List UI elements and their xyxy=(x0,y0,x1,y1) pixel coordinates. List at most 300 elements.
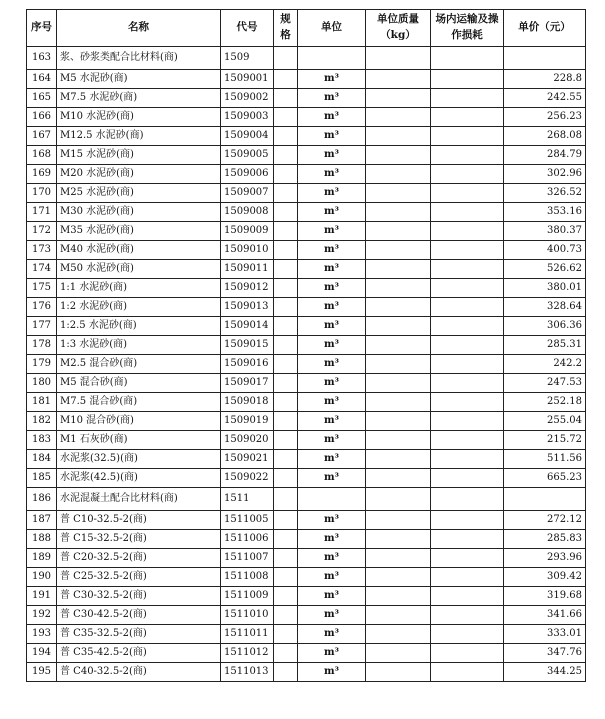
cell-mass xyxy=(366,374,431,393)
cell-price: 302.96 xyxy=(504,165,586,184)
cell-price: 353.16 xyxy=(504,203,586,222)
header-mass: 单位质量（kg） xyxy=(366,10,431,47)
cell-loss xyxy=(431,644,504,663)
cell-price: 326.52 xyxy=(504,184,586,203)
cell-mass xyxy=(366,260,431,279)
cell-index: 188 xyxy=(27,530,57,549)
cell-index: 181 xyxy=(27,393,57,412)
table-group-row xyxy=(27,47,586,70)
cell-unit xyxy=(298,488,366,511)
cell-index: 169 xyxy=(27,165,57,184)
table-body xyxy=(27,47,586,682)
cell-loss xyxy=(431,127,504,146)
cell-loss xyxy=(431,203,504,222)
cell-loss xyxy=(431,165,504,184)
cell-index: 175 xyxy=(27,279,57,298)
table-header xyxy=(27,10,586,47)
cell-name: M5 水泥砂(商) xyxy=(57,70,221,89)
cell-code: 1509 xyxy=(221,47,274,70)
table-row xyxy=(27,530,586,549)
cell-code: 1511005 xyxy=(221,511,274,530)
cell-code: 1509014 xyxy=(221,317,274,336)
cell-name: M12.5 水泥砂(商) xyxy=(57,127,221,146)
cell-code: 1509020 xyxy=(221,431,274,450)
cell-code: 1511 xyxy=(221,488,274,511)
table-row xyxy=(27,625,586,644)
cell-name: M50 水泥砂(商) xyxy=(57,260,221,279)
cell-mass xyxy=(366,568,431,587)
table-row xyxy=(27,127,586,146)
cell-mass xyxy=(366,412,431,431)
cell-index: 184 xyxy=(27,450,57,469)
header-name: 名称 xyxy=(57,10,221,47)
cell-name: 普 C35-42.5-2(商) xyxy=(57,644,221,663)
cell-index: 164 xyxy=(27,70,57,89)
table-row xyxy=(27,108,586,127)
cell-loss xyxy=(431,530,504,549)
cell-spec xyxy=(274,412,298,431)
cell-index: 177 xyxy=(27,317,57,336)
cell-spec xyxy=(274,431,298,450)
cell-loss xyxy=(431,184,504,203)
cell-code: 1511013 xyxy=(221,663,274,682)
cell-code: 1511008 xyxy=(221,568,274,587)
cell-index: 178 xyxy=(27,336,57,355)
cell-mass xyxy=(366,488,431,511)
cell-name: 普 C10-32.5-2(商) xyxy=(57,511,221,530)
cell-name: 水泥浆(42.5)(商) xyxy=(57,469,221,488)
cell-name: 普 C20-32.5-2(商) xyxy=(57,549,221,568)
cell-spec xyxy=(274,549,298,568)
cell-code: 1509002 xyxy=(221,89,274,108)
cell-index: 173 xyxy=(27,241,57,260)
cell-mass xyxy=(366,530,431,549)
cell-price: 242.2 xyxy=(504,355,586,374)
cell-unit: m³ xyxy=(298,184,366,203)
table-row xyxy=(27,336,586,355)
cell-price: 347.76 xyxy=(504,644,586,663)
table-row xyxy=(27,450,586,469)
cell-price: 380.01 xyxy=(504,279,586,298)
header-unit: 单位 xyxy=(298,10,366,47)
table-row xyxy=(27,222,586,241)
cell-index: 174 xyxy=(27,260,57,279)
cell-index: 192 xyxy=(27,606,57,625)
cell-spec xyxy=(274,374,298,393)
cell-mass xyxy=(366,606,431,625)
cell-index: 167 xyxy=(27,127,57,146)
header-index: 序号 xyxy=(27,10,57,47)
cell-price: 319.68 xyxy=(504,587,586,606)
cell-code: 1509006 xyxy=(221,165,274,184)
cell-price: 256.23 xyxy=(504,108,586,127)
table-row xyxy=(27,606,586,625)
cell-spec xyxy=(274,469,298,488)
cell-unit xyxy=(298,47,366,70)
cell-unit: m³ xyxy=(298,203,366,222)
cell-loss xyxy=(431,412,504,431)
table-row xyxy=(27,431,586,450)
cell-price xyxy=(504,47,586,70)
table-row xyxy=(27,317,586,336)
table-row xyxy=(27,298,586,317)
cell-loss xyxy=(431,336,504,355)
cell-unit: m³ xyxy=(298,450,366,469)
cell-mass xyxy=(366,184,431,203)
cell-loss xyxy=(431,47,504,70)
cell-spec xyxy=(274,587,298,606)
cell-spec xyxy=(274,298,298,317)
cell-mass xyxy=(366,549,431,568)
cell-spec xyxy=(274,606,298,625)
cell-price: 341.66 xyxy=(504,606,586,625)
table-row xyxy=(27,587,586,606)
cell-code: 1511007 xyxy=(221,549,274,568)
cell-index: 189 xyxy=(27,549,57,568)
cell-mass xyxy=(366,222,431,241)
cell-code: 1509013 xyxy=(221,298,274,317)
cell-code: 1511012 xyxy=(221,644,274,663)
cell-unit: m³ xyxy=(298,146,366,165)
cell-name: 1:3 水泥砂(商) xyxy=(57,336,221,355)
cell-unit: m³ xyxy=(298,644,366,663)
cell-name: M2.5 混合砂(商) xyxy=(57,355,221,374)
cell-index: 171 xyxy=(27,203,57,222)
cell-mass xyxy=(366,450,431,469)
cell-loss xyxy=(431,279,504,298)
cell-loss xyxy=(431,393,504,412)
cell-mass xyxy=(366,108,431,127)
cell-loss xyxy=(431,606,504,625)
cell-loss xyxy=(431,469,504,488)
cell-name: 1:2 水泥砂(商) xyxy=(57,298,221,317)
cell-loss xyxy=(431,511,504,530)
cell-index: 182 xyxy=(27,412,57,431)
cell-index: 179 xyxy=(27,355,57,374)
cell-mass xyxy=(366,279,431,298)
cell-price: 344.25 xyxy=(504,663,586,682)
cell-index: 168 xyxy=(27,146,57,165)
cell-code: 1509003 xyxy=(221,108,274,127)
cell-name: M7.5 水泥砂(商) xyxy=(57,89,221,108)
cell-index: 195 xyxy=(27,663,57,682)
cell-price: 285.31 xyxy=(504,336,586,355)
cell-name: 浆、砂浆类配合比材料(商) xyxy=(57,47,221,70)
cell-index: 193 xyxy=(27,625,57,644)
cell-code: 1509017 xyxy=(221,374,274,393)
cell-name: M20 水泥砂(商) xyxy=(57,165,221,184)
cell-unit: m³ xyxy=(298,469,366,488)
cell-spec xyxy=(274,165,298,184)
cell-price: 526.62 xyxy=(504,260,586,279)
cell-name: 水泥浆(32.5)(商) xyxy=(57,450,221,469)
cell-spec xyxy=(274,203,298,222)
cell-index: 180 xyxy=(27,374,57,393)
table-row xyxy=(27,146,586,165)
cell-price: 400.73 xyxy=(504,241,586,260)
cell-price: 511.56 xyxy=(504,450,586,469)
cell-unit: m³ xyxy=(298,355,366,374)
cell-name: 普 C40-32.5-2(商) xyxy=(57,663,221,682)
cell-mass xyxy=(366,298,431,317)
cell-code: 1509008 xyxy=(221,203,274,222)
cell-index: 183 xyxy=(27,431,57,450)
cell-unit: m³ xyxy=(298,336,366,355)
cell-index: 163 xyxy=(27,47,57,70)
cell-spec xyxy=(274,47,298,70)
material-price-table xyxy=(26,9,586,682)
cell-name: 普 C15-32.5-2(商) xyxy=(57,530,221,549)
cell-mass xyxy=(366,241,431,260)
cell-loss xyxy=(431,222,504,241)
cell-code: 1509009 xyxy=(221,222,274,241)
table-row xyxy=(27,374,586,393)
cell-code: 1509018 xyxy=(221,393,274,412)
cell-name: M5 混合砂(商) xyxy=(57,374,221,393)
cell-price: 293.96 xyxy=(504,549,586,568)
cell-index: 166 xyxy=(27,108,57,127)
cell-code: 1509015 xyxy=(221,336,274,355)
table-row xyxy=(27,469,586,488)
cell-name: M10 混合砂(商) xyxy=(57,412,221,431)
cell-loss xyxy=(431,317,504,336)
cell-code: 1509011 xyxy=(221,260,274,279)
cell-name: 普 C35-32.5-2(商) xyxy=(57,625,221,644)
cell-unit: m³ xyxy=(298,606,366,625)
cell-mass xyxy=(366,469,431,488)
cell-loss xyxy=(431,450,504,469)
cell-name: M40 水泥砂(商) xyxy=(57,241,221,260)
header-code: 代号 xyxy=(221,10,274,47)
cell-price: 272.12 xyxy=(504,511,586,530)
cell-price: 242.55 xyxy=(504,89,586,108)
cell-mass xyxy=(366,317,431,336)
cell-name: M35 水泥砂(商) xyxy=(57,222,221,241)
cell-price xyxy=(504,488,586,511)
cell-price: 285.83 xyxy=(504,530,586,549)
cell-spec xyxy=(274,108,298,127)
cell-code: 1509016 xyxy=(221,355,274,374)
cell-unit: m³ xyxy=(298,222,366,241)
cell-spec xyxy=(274,355,298,374)
cell-spec xyxy=(274,644,298,663)
cell-loss xyxy=(431,625,504,644)
cell-unit: m³ xyxy=(298,549,366,568)
cell-mass xyxy=(366,165,431,184)
table-row xyxy=(27,412,586,431)
table-row xyxy=(27,568,586,587)
cell-code: 1509021 xyxy=(221,450,274,469)
cell-unit: m³ xyxy=(298,89,366,108)
header-price: 单价（元） xyxy=(504,10,586,47)
cell-price: 380.37 xyxy=(504,222,586,241)
table-row xyxy=(27,549,586,568)
cell-spec xyxy=(274,488,298,511)
cell-unit: m³ xyxy=(298,393,366,412)
table-row xyxy=(27,184,586,203)
table-row xyxy=(27,165,586,184)
table-row xyxy=(27,260,586,279)
cell-loss xyxy=(431,549,504,568)
cell-code: 1509010 xyxy=(221,241,274,260)
cell-mass xyxy=(366,431,431,450)
cell-price: 255.04 xyxy=(504,412,586,431)
cell-price: 333.01 xyxy=(504,625,586,644)
cell-name: M7.5 混合砂(商) xyxy=(57,393,221,412)
cell-loss xyxy=(431,298,504,317)
cell-loss xyxy=(431,374,504,393)
cell-spec xyxy=(274,663,298,682)
cell-loss xyxy=(431,431,504,450)
table-row xyxy=(27,89,586,108)
cell-spec xyxy=(274,530,298,549)
cell-loss xyxy=(431,146,504,165)
cell-index: 172 xyxy=(27,222,57,241)
cell-unit: m³ xyxy=(298,511,366,530)
cell-code: 1511009 xyxy=(221,587,274,606)
cell-unit: m³ xyxy=(298,587,366,606)
cell-unit: m³ xyxy=(298,241,366,260)
table-row xyxy=(27,355,586,374)
cell-index: 186 xyxy=(27,488,57,511)
cell-loss xyxy=(431,89,504,108)
cell-mass xyxy=(366,644,431,663)
cell-mass xyxy=(366,70,431,89)
cell-mass xyxy=(366,663,431,682)
cell-loss xyxy=(431,260,504,279)
cell-unit: m³ xyxy=(298,412,366,431)
cell-index: 190 xyxy=(27,568,57,587)
cell-unit: m³ xyxy=(298,431,366,450)
cell-price: 268.08 xyxy=(504,127,586,146)
cell-unit: m³ xyxy=(298,568,366,587)
table-row xyxy=(27,393,586,412)
table-row xyxy=(27,511,586,530)
cell-mass xyxy=(366,336,431,355)
cell-index: 170 xyxy=(27,184,57,203)
cell-unit: m³ xyxy=(298,530,366,549)
cell-spec xyxy=(274,317,298,336)
cell-spec xyxy=(274,260,298,279)
cell-loss xyxy=(431,355,504,374)
cell-mass xyxy=(366,511,431,530)
cell-code: 1509007 xyxy=(221,184,274,203)
cell-spec xyxy=(274,625,298,644)
cell-code: 1509019 xyxy=(221,412,274,431)
cell-price: 328.64 xyxy=(504,298,586,317)
cell-mass xyxy=(366,587,431,606)
table-row xyxy=(27,70,586,89)
cell-spec xyxy=(274,241,298,260)
cell-price: 215.72 xyxy=(504,431,586,450)
cell-spec xyxy=(274,184,298,203)
cell-price: 309.42 xyxy=(504,568,586,587)
cell-spec xyxy=(274,511,298,530)
cell-unit: m³ xyxy=(298,165,366,184)
cell-name: 1:2.5 水泥砂(商) xyxy=(57,317,221,336)
cell-name: M1 石灰砂(商) xyxy=(57,431,221,450)
cell-code: 1509012 xyxy=(221,279,274,298)
cell-spec xyxy=(274,89,298,108)
cell-price: 247.53 xyxy=(504,374,586,393)
cell-price: 228.8 xyxy=(504,70,586,89)
cell-mass xyxy=(366,127,431,146)
cell-name: 水泥混凝土配合比材料(商) xyxy=(57,488,221,511)
cell-unit: m³ xyxy=(298,298,366,317)
cell-loss xyxy=(431,241,504,260)
table-row xyxy=(27,203,586,222)
header-spec: 规格 xyxy=(274,10,298,47)
cell-spec xyxy=(274,279,298,298)
cell-name: M30 水泥砂(商) xyxy=(57,203,221,222)
cell-mass xyxy=(366,355,431,374)
cell-unit: m³ xyxy=(298,374,366,393)
cell-name: M15 水泥砂(商) xyxy=(57,146,221,165)
cell-mass xyxy=(366,47,431,70)
cell-name: 普 C30-42.5-2(商) xyxy=(57,606,221,625)
cell-index: 187 xyxy=(27,511,57,530)
cell-unit: m³ xyxy=(298,663,366,682)
cell-unit: m³ xyxy=(298,127,366,146)
cell-code: 1509004 xyxy=(221,127,274,146)
cell-price: 252.18 xyxy=(504,393,586,412)
cell-code: 1511011 xyxy=(221,625,274,644)
cell-spec xyxy=(274,393,298,412)
cell-price: 665.23 xyxy=(504,469,586,488)
cell-mass xyxy=(366,393,431,412)
table-row xyxy=(27,663,586,682)
header-loss: 场内运输及操作损耗 xyxy=(431,10,504,47)
cell-spec xyxy=(274,336,298,355)
cell-mass xyxy=(366,203,431,222)
table-row xyxy=(27,241,586,260)
cell-code: 1509005 xyxy=(221,146,274,165)
cell-unit: m³ xyxy=(298,625,366,644)
cell-unit: m³ xyxy=(298,108,366,127)
cell-name: M10 水泥砂(商) xyxy=(57,108,221,127)
cell-loss xyxy=(431,587,504,606)
cell-loss xyxy=(431,108,504,127)
cell-code: 1509001 xyxy=(221,70,274,89)
cell-name: 1:1 水泥砂(商) xyxy=(57,279,221,298)
cell-code: 1509022 xyxy=(221,469,274,488)
cell-index: 176 xyxy=(27,298,57,317)
cell-code: 1511006 xyxy=(221,530,274,549)
cell-spec xyxy=(274,568,298,587)
cell-name: 普 C25-32.5-2(商) xyxy=(57,568,221,587)
cell-code: 1511010 xyxy=(221,606,274,625)
cell-price: 306.36 xyxy=(504,317,586,336)
cell-mass xyxy=(366,146,431,165)
table-group-row xyxy=(27,488,586,511)
cell-unit: m³ xyxy=(298,317,366,336)
cell-spec xyxy=(274,70,298,89)
cell-spec xyxy=(274,222,298,241)
cell-loss xyxy=(431,663,504,682)
cell-index: 194 xyxy=(27,644,57,663)
cell-spec xyxy=(274,146,298,165)
cell-loss xyxy=(431,568,504,587)
table-row xyxy=(27,644,586,663)
cell-name: M25 水泥砂(商) xyxy=(57,184,221,203)
cell-mass xyxy=(366,89,431,108)
cell-price: 284.79 xyxy=(504,146,586,165)
cell-index: 191 xyxy=(27,587,57,606)
cell-unit: m³ xyxy=(298,279,366,298)
cell-spec xyxy=(274,450,298,469)
table-row xyxy=(27,279,586,298)
cell-name: 普 C30-32.5-2(商) xyxy=(57,587,221,606)
